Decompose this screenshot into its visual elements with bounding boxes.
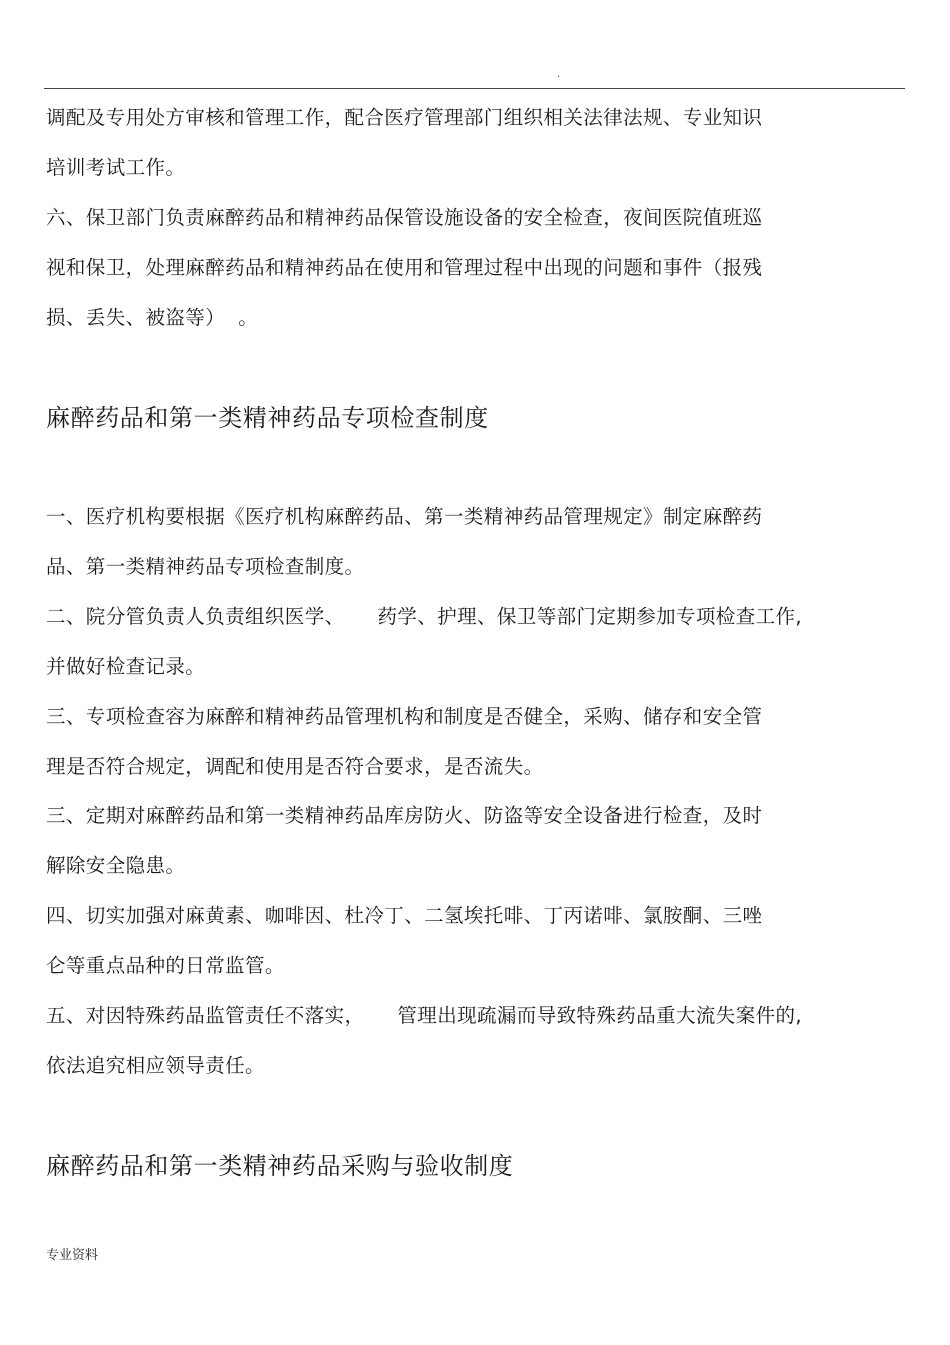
section-heading: 麻醉药品和第一类精神药品采购与验收制度 [46, 1152, 514, 1180]
paragraph-line: 并做好检查记录。 [46, 655, 206, 678]
paragraph-line: 一、医疗机构要根据《医疗机构麻醉药品、第一类精神药品管理规定》制定麻醉药 [46, 505, 763, 528]
paragraph-line: 三、定期对麻醉药品和第一类精神药品库房防火、防盗等安全设备进行检查，及时 [46, 804, 763, 827]
paragraph-line: 调配及专用处方审核和管理工作，配合医疗管理部门组织相关法律法规、专业知识 [46, 106, 763, 129]
page-footer: 专业资料 [46, 1248, 99, 1263]
paragraph-line: 依法追究相应领导责任。 [46, 1054, 265, 1077]
paragraph-line: 损、丢失、被盗等） 。 [46, 306, 259, 329]
paragraph-line: 解除安全隐患。 [46, 854, 186, 877]
section-heading: 麻醉药品和第一类精神药品专项检查制度 [46, 404, 489, 432]
paragraph-line: 仑等重点品种的日常监管。 [46, 954, 285, 977]
paragraph-line: 三、专项检查容为麻醉和精神药品管理机构和制度是否健全，采购、储存和安全管 [46, 705, 763, 728]
paragraph-line: 四、切实加强对麻黄素、咖啡因、杜冷丁、二氢埃托啡、丁丙诺啡、氯胺酮、三唑 [46, 904, 763, 927]
paragraph-line: 培训考试工作。 [46, 156, 186, 179]
paragraph-line: 六、保卫部门负责麻醉药品和精神药品保管设施设备的安全检查，夜间医院值班巡 [46, 206, 763, 229]
paragraph-line: 品、第一类精神药品专项检查制度。 [46, 555, 365, 578]
paragraph-line: 五、对因特殊药品监管责任不落实， 管理出现疏漏而导致特殊药品重大流失案件的, [46, 1004, 802, 1027]
paragraph-line: 二、院分管负责人负责组织医学、 药学、护理、保卫等部门定期参加专项检查工作, [46, 605, 802, 628]
header-marker: . [557, 69, 561, 80]
paragraph-line: 理是否符合规定，调配和使用是否符合要求，是否流失。 [46, 755, 544, 778]
header-rule [44, 88, 905, 89]
paragraph-line: 视和保卫，处理麻醉药品和精神药品在使用和管理过程中出现的问题和事件（报残 [46, 256, 763, 279]
